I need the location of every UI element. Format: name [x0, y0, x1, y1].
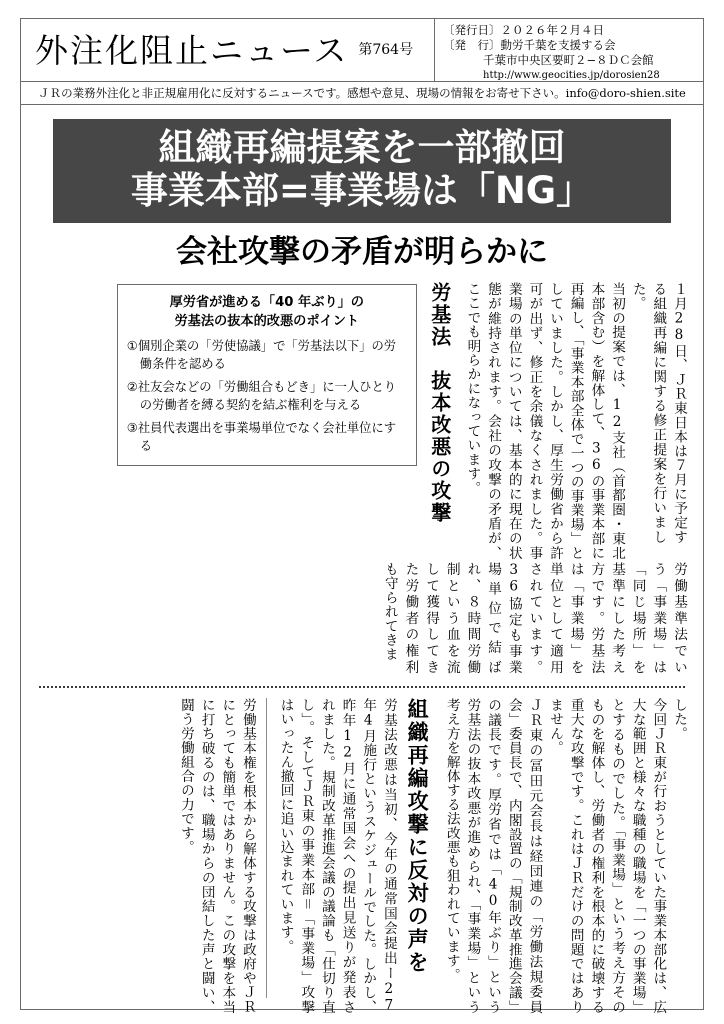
column-separator [266, 698, 267, 998]
section2-left-col-2: 労働基本権を根本から解体する攻撃は政府やＪＲにとっても簡単ではありません。この攻撃を本当に打ち破るのは、職場からの団結した声と闘い、闘う労働組合の力です。 [177, 698, 256, 1015]
point-marker-2: ② [126, 380, 138, 395]
section2-left-col-1: 労基法改悪は当初、今年の通常国会提出ー27年4月施行というスケジュールでした。しかし、昨年12月に通常国会への提出見送りが発表されました。規制改革推進会議の議論も「仕切り直し」。そしてＪＲ東の事業本部＝「事業場」攻撃はいったん撤回に追い込まれています。 [277, 698, 397, 1015]
section2-vertical-heading: 組織再編攻撃に反対の声を [405, 698, 430, 975]
section1-col-1: １月28日、ＪＲ東日本は７月に予定する組織再編に関する修正提案を行いました。 [629, 282, 687, 545]
point-marker-1: ① [126, 339, 138, 354]
section2-right-col-3: ＪＲ東の冨田元会長は経団連の「労働法規委員会」委員長で、内閣設置の「規制改革推進会議」の議長です。厚労省では「40年ぶり」という労基法の抜本改悪が進められ、「事業場」という考え方を解体する法改悪も狙われています。 [443, 698, 543, 1015]
masthead-left [21, 19, 435, 81]
page-frame [20, 18, 704, 1015]
section-two [21, 692, 703, 1018]
publish-date: 〔発行日〕２０２６年２月４日 [443, 23, 604, 37]
point-text-1: 個別企業の「労使協議」で「労基法以下」の労働条件を認める [137, 339, 397, 372]
section2-right-col-1: した。 [671, 698, 687, 741]
masthead-imprint [435, 19, 703, 81]
section1-col-2: 当初の提案では、12支社（首都圏・東北本部含む）を解体して、36の事業本部に再編し、「事業本部全体で一つの事業場」としていました。しかし、厚生労働省から許可が出ず、修正を余儀なくされました。事業場の単位については、基本的に現在の状態が維持されます。会社の攻撃の矛盾が、ここでも明らかになっています。 [464, 282, 626, 561]
headline-line-2: 事業本部=事業場は「NG」 [130, 168, 594, 212]
section-one [21, 278, 703, 560]
section2-right-col-2: 今回ＪＲ東が行おうとしていた事業本部化は、広大な範囲と様々な職種の職場を「一つの事業場」とするものでした。「事業場」という考え方そのものを解体し、労働者の権利を根本的に破壊する重大な攻撃です。これはＪＲだけの問題ではありません。 [547, 698, 667, 1015]
points-box-title [127, 293, 407, 331]
points-box-title-line1: 厚労省が進める「40 年ぶり」の [169, 295, 364, 311]
section1-vertical-heading: 労基法 抜本改悪の攻撃 [427, 282, 452, 525]
headline-banner [53, 119, 671, 223]
point-text-3: 社員代表選出を事業場単位でなく会社単位にする [137, 421, 397, 454]
headline-line-1: 組織再編提案を一部撤回 [158, 126, 566, 169]
list-item [127, 379, 407, 415]
points-box-title-line2: 労基法の抜本的改悪のポイント [174, 314, 360, 330]
publisher-name: 〔発 行〕動労千葉を支援する会 [443, 38, 616, 53]
sub-headline: 会社攻撃の矛盾が明らかに [176, 233, 548, 270]
list-item [127, 338, 407, 374]
publisher-address: 千葉市中央区要町２−８ＤＣ会館 [483, 53, 654, 68]
list-item [127, 420, 407, 456]
publisher-url[interactable]: http://www.geocities.jp/dorosien28 [483, 69, 660, 81]
section-one-continued [21, 560, 703, 680]
section1b-col-1: 労働基準法でいう「事業場」は「同じ場所」を基準にした考え方です。労基法は「事業場」を単位として適用されています。36協定も事業場単位で結ばれ、８時間労働制という血を流して獲得してきた労働者の権利も守られてきま [381, 562, 687, 675]
issue-number: 第764号 [358, 42, 414, 58]
headline-banner-wrap [21, 105, 703, 278]
tagline: ＪＲの業務外注化と非正規雇用化に反対するニュースです。感想や意見、現場の情報をお寄せ下さい。info@doro-shien.site [21, 82, 703, 105]
points-box [117, 284, 417, 466]
masthead [21, 19, 703, 82]
point-text-2: 社友会などの「労働組合もどき」に一人ひとりの労働者を縛る契約を結ぶ権利を与える [137, 380, 397, 413]
points-list [127, 338, 407, 456]
publication-title: 外注化阻止ニュース [35, 30, 349, 70]
dotted-divider [39, 686, 685, 688]
point-marker-3: ③ [126, 421, 138, 436]
